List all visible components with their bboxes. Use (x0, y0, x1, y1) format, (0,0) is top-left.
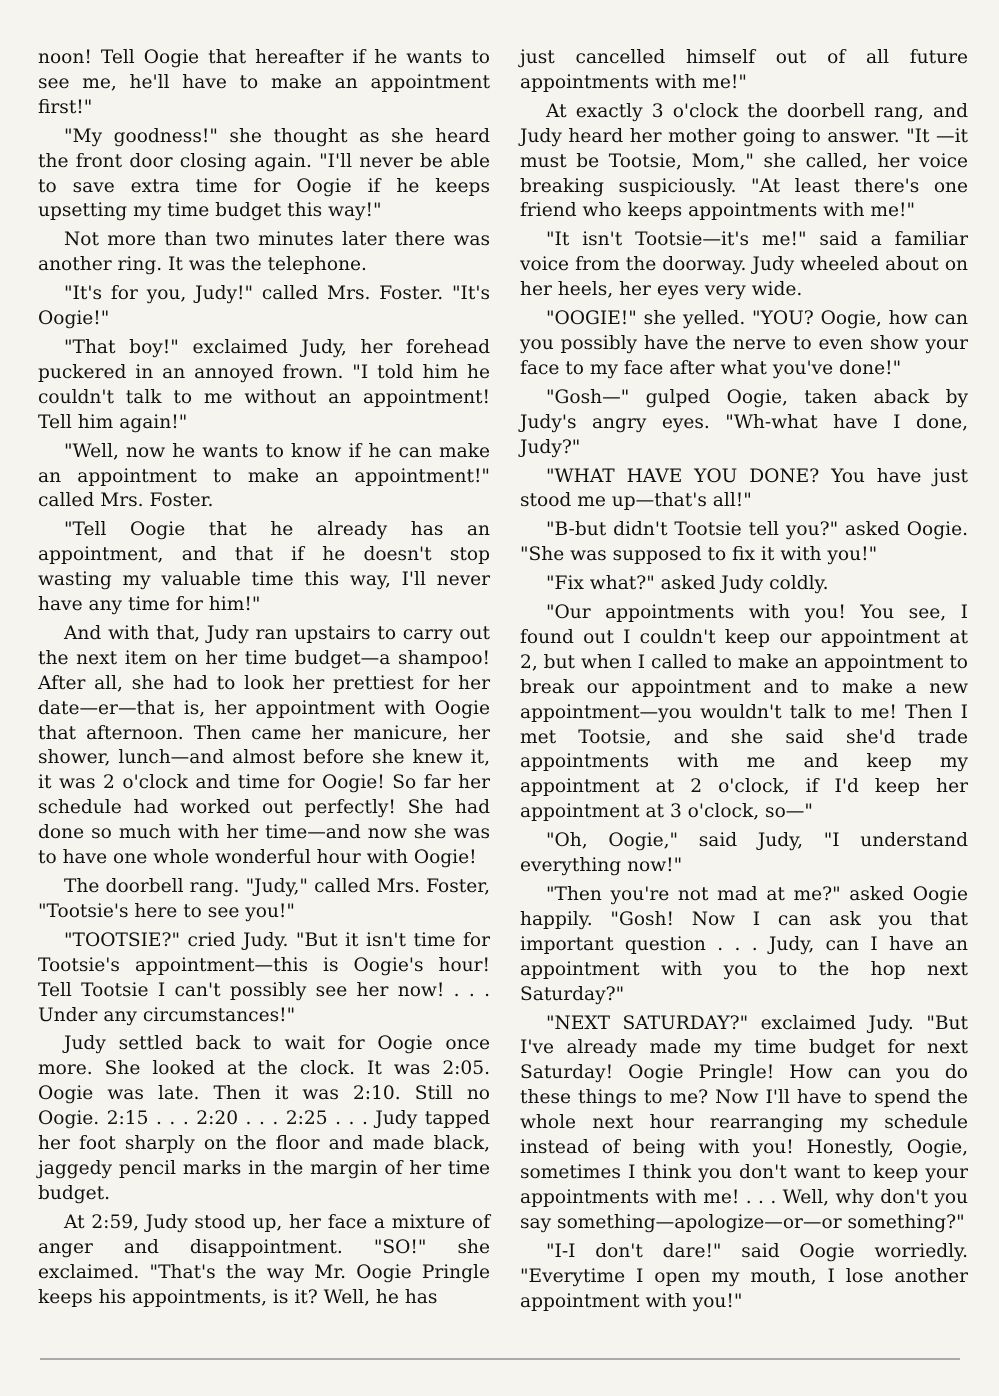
left-column (38, 46, 490, 1314)
paragraph: "Tell Oogie that he already has an appointment, and that if he doesn't stop wasting my valuable time this way, I'll never have any time for him!" (38, 519, 490, 616)
paragraph: Not more than two minutes later there was another ring. It was the telephone. (38, 229, 490, 276)
paragraph: "WHAT HAVE YOU DONE? You have just stood me up—that's all!" (520, 465, 968, 512)
paragraph: noon! Tell Oogie that hereafter if he wants to see me, he'll have to make an appointment first!" (38, 47, 490, 118)
paragraph: "NEXT SATURDAY?" exclaimed Judy. "But I've already made my time budget for next Saturday! Oogie Pringle! How can you do these things to me? Now I'll have to spend the whole next hour rearranging my schedule instead of being with you! Honestly, Oogie, sometimes I think you don't want to keep your appointments with me! . . . Well, why don't you say something—apologize—or—or something?" (520, 1012, 968, 1233)
paragraph: "It isn't Tootsie—it's me!" said a familiar voice from the doorway. Judy wheeled about on her heels, her eyes very wide. (520, 229, 968, 301)
right-column (520, 46, 968, 1318)
paragraph: At exactly 3 o'clock the doorbell rang, and Judy heard her mother going to answer. "It —it must be Tootsie, Mom," she called, her voice breaking suspiciously. "At least there's one friend who keeps appointments with me!" (520, 100, 968, 222)
paragraph: The doorbell rang. "Judy," called Mrs. Foster, "Tootsie's here to see you!" (38, 876, 490, 922)
paragraph: "OOGIE!" she yelled. "YOU? Oogie, how can you possibly have the nerve to even show your face to my face after what you've done!" (520, 308, 968, 379)
paragraph: "Oh, Oogie," said Judy, "I understand everything now!" (520, 830, 968, 877)
paragraph: "Our appointments with you! You see, I found out I couldn't keep our appointment at 2, but when I called to make an appointment to break our appointment and to make a new appointment—you wouldn't talk to me! Then I met Tootsie, and she said she'd trade appointments with me and keep my appointment at 2 o'clock, if I'd keep her appointment at 3 o'clock, so—" (520, 602, 968, 823)
paragraph: "Fix what?" asked Judy coldly. (546, 573, 829, 595)
paragraph: "It's for you, Judy!" called Mrs. Foster. "It's Oogie!" (38, 283, 490, 330)
paragraph: And with that, Judy ran upstairs to carry out the next item on her time budget—a shampoo! After all, she had to look her prettiest for her date—er—that is, her appointment with Oogie that afternoon. Then came her manicure, her shower, lunch—and almost before she knew it, it was 2 o'clock and time for Oogie! So far her schedule had worked out perfectly! She had done so much with her time—and now she was to have one whole wonderful hour with Oogie! (38, 622, 490, 869)
paragraph: "That boy!" exclaimed Judy, her forehead puckered in an annoyed frown. "I told him he couldn't talk to me without an appointment! Tell him again!" (38, 336, 490, 433)
paragraph: "B-but didn't Tootsie tell you?" asked Oogie. "She was supposed to fix it with you!" (520, 519, 968, 566)
paragraph: just cancelled himself out of all future appointments with me!" (520, 47, 968, 93)
paragraph: "Well, now he wants to know if he can make an appointment to make an appointment!" called Mrs. Foster. (38, 440, 490, 512)
paragraph: At 2:59, Judy stood up, her face a mixture of anger and disappointment. "SO!" she exclaimed. "That's the way Mr. Oogie Pringle keeps his appointments, is it? Well, he has (38, 1211, 490, 1308)
paragraph: "My goodness!" she thought as she heard the front door closing again. "I'll never be able to save extra time for Oogie if he keeps upsetting my time budget this way!" (38, 125, 490, 222)
paragraph: "Gosh—" gulped Oogie, taken aback by Judy's angry eyes. "Wh-what have I done, Judy?" (520, 386, 968, 458)
paragraph: "Then you're not mad at me?" asked Oogie happily. "Gosh! Now I can ask you that important question . . . Judy, can I have an appointment with you to the hop next Saturday?" (520, 884, 968, 1005)
paragraph: "I-I don't dare!" said Oogie worriedly. "Everytime I open my mouth, I lose another appointment with you!" (520, 1240, 968, 1312)
paragraph: Judy settled back to wait for Oogie once more. She looked at the clock. It was 2:05. Oogie was late. Then it was 2:10. Still no Oogie. 2:15 . . . 2:20 . . . 2:25 . . . Judy tapped her foot sharply on the floor and made black, jaggedy pencil marks in the margin of her time budget. (38, 1033, 490, 1204)
paragraph: "TOOTSIE?" cried Judy. "But it isn't time for Tootsie's appointment—this is Oogie's hour! Tell Tootsie I can't possibly see her now! . . . Under any circumstances!" (38, 929, 490, 1026)
page-bottom-rule (40, 1358, 960, 1360)
